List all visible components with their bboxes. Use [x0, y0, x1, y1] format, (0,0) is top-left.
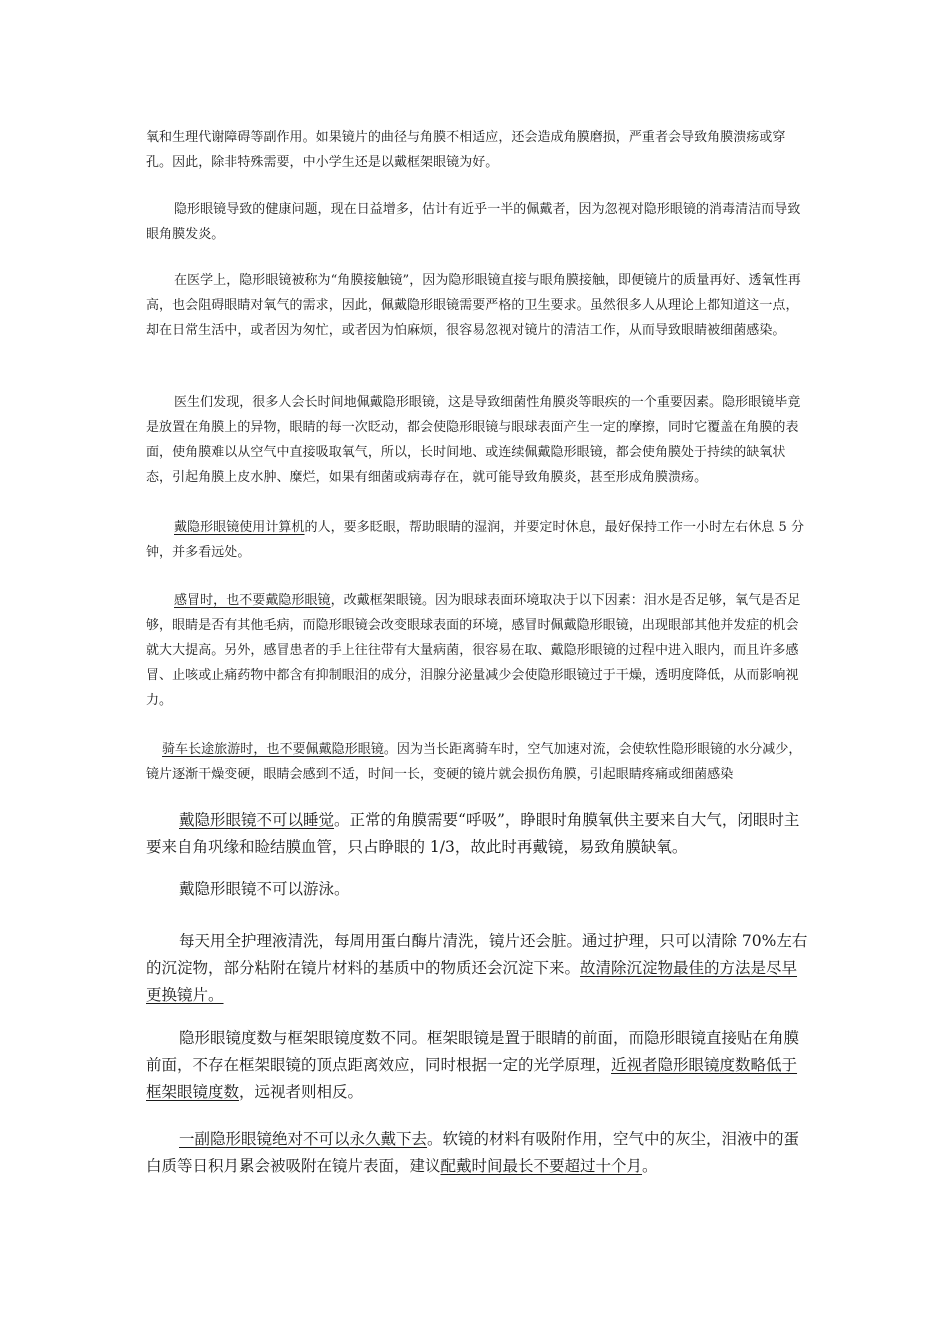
paragraph-1: [146, 125, 808, 175]
paragraph-text: 。软镜的材料有吸附作用，空气中的灰尘，泪液中的蛋白质等日积月累会被吸附在镜片表面，建议: [146, 1130, 800, 1175]
paragraph-8: [146, 807, 808, 861]
paragraph-12: [146, 1126, 808, 1180]
paragraph-5: [146, 515, 808, 565]
paragraph-text: 医生们发现，很多人会长时间地佩戴隐形眼镜，这是导致细菌性角膜炎等眼疾的一个重要因素。隐形眼镜毕竟是放置在角膜上的异物，眼睛的每一次眨动，都会使隐形眼镜与眼球表面产生一定的摩擦，同时它覆盖在角膜的表面，使角膜难以从空气中直接吸取氧气，所以，长时间地、或连续佩戴隐形眼镜，都会使角膜处于持续的缺氧状态，引起角膜上皮水肿、糜烂，如果有细菌或病毒存在，就可能导致角膜炎，甚至形成角膜溃疡。: [146, 395, 801, 485]
paragraph-6: [146, 588, 808, 713]
paragraph-text: 的人，要多眨眼，帮助眼睛的湿润，并要定时休息，最好保持工作一小时左右休息 5 分钟，并多看远处。: [146, 520, 805, 560]
paragraph-text: 每天用全护理液清洗，每周用蛋白酶片清洗，镜片还会脏。通过护理，只可以清除 70%左右的沉淀物，部分粘附在镜片材料的基质中的物质还会沉淀下来。: [146, 932, 808, 977]
paragraph-text: 隐形眼镜度数与框架眼镜度数不同。框架眼镜是置于眼睛的前面，而隐形眼镜直接贴在角膜前面，不存在框架眼镜的顶点距离效应，同时根据一定的光学原理，: [146, 1029, 800, 1074]
paragraph-text-end: 。: [642, 1157, 658, 1175]
paragraph-2: [146, 197, 808, 247]
paragraph-11: [146, 1025, 808, 1106]
paragraph-text: 氧和生理代谢障碍等副作用。如果镜片的曲径与角膜不相适应，还会造成角膜磨损，严重者会导致角膜溃疡或穿孔。因此，除非特殊需要，中小学生还是以戴框架眼镜为好。: [146, 130, 786, 170]
paragraph-text: 在医学上，隐形眼镜被称为“角膜接触镜”，因为隐形眼镜直接与眼角膜接触，即便镜片的质量再好、透氧性再高，也会阻碍眼睛对氧气的需求，因此，佩戴隐形眼镜需要严格的卫生要求。虽然很多人从理论上都知道这一点，却在日常生活中，或者因为匆忙，或者因为怕麻烦，很容易忽视对镜片的清洁工作，从而导致眼睛被细菌感染。: [146, 273, 801, 338]
underlined-heading: 骑车长途旅游时，也不要佩戴隐形眼镜: [162, 742, 384, 757]
paragraph-10: [146, 928, 808, 1009]
underlined-heading: 戴隐形眼镜使用计算机: [174, 520, 305, 535]
underlined-conclusion: 故清除沉淀物最佳的方法是尽早更换镜片。: [146, 959, 798, 1004]
underlined-heading: 一副隐形眼镜绝对不可以永久戴下去: [179, 1130, 428, 1148]
paragraph-text-end: ，远视者则相反。: [239, 1083, 364, 1101]
paragraph-text: ，改戴框架眼镜。因为眼球表面环境取决于以下因素：泪水是否足够，氧气是否足够，眼睛是否有其他毛病，而隐形眼镜会改变眼球表面的环境，感冒时佩戴隐形眼镜，出现眼部其他并发症的机会就大大提高。另外，感冒患者的手上往往带有大量病菌，很容易在取、戴隐形眼镜的过程中进入眼内，而且许多感冒、止咳或止痛药物中都含有抑制眼泪的成分，泪腺分泌量减少会使隐形眼镜过于干燥，透明度降低，从而影响视力。: [146, 593, 801, 708]
paragraph-text: 隐形眼镜导致的健康问题，现在日益增多，估计有近乎一半的佩戴者，因为忽视对隐形眼镜的消毒清洁而导致眼角膜发炎。: [146, 202, 801, 242]
paragraph-7: [146, 737, 808, 787]
paragraph-3: [146, 268, 808, 343]
underlined-conclusion: 配戴时间最长不要超过十个月: [440, 1157, 643, 1175]
paragraph-4: [146, 390, 808, 490]
paragraph-9: [146, 876, 808, 903]
underlined-heading: 戴隐形眼镜不可以睡觉: [179, 811, 335, 829]
underlined-conclusion: 近视者隐形眼镜度数略低于框架眼镜度数: [146, 1056, 798, 1101]
paragraph-text: 。因为当长距离骑车时，空气加速对流，会使软性隐形眼镜的水分减少，镜片逐渐干燥变硬，眼睛会感到不适，时间一长，变硬的镜片就会损伤角膜，引起眼睛疼痛或细菌感染: [146, 742, 802, 782]
underlined-heading: 感冒时，也不要戴隐形眼镜: [174, 593, 331, 608]
paragraph-text: 。正常的角膜需要“呼吸”，睁眼时角膜氧供主要来自大气，闭眼时主要来自角巩缘和睑结膜血管，只占睁眼的 1/3，故此时再戴镜，易致角膜缺氧。: [146, 811, 800, 856]
paragraph-text: 戴隐形眼镜不可以游泳。: [179, 880, 350, 898]
